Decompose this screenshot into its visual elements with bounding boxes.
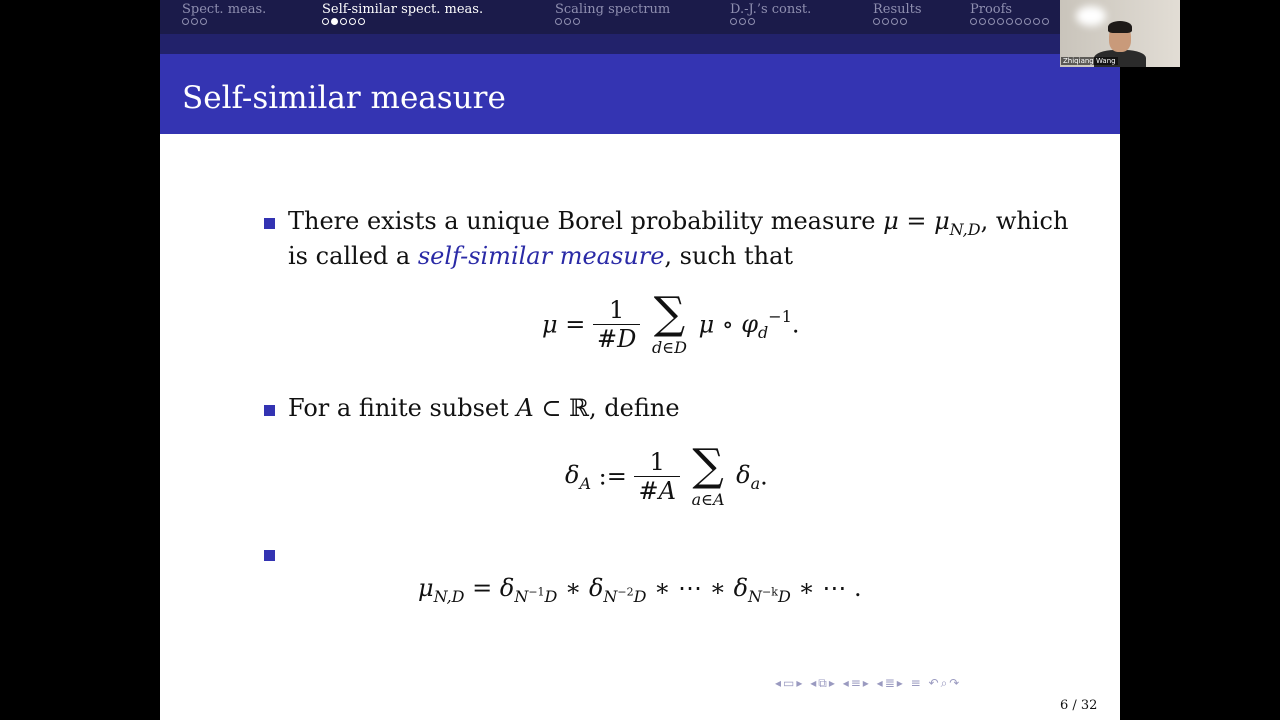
nav-progress-dots — [182, 18, 266, 25]
subsection-icon[interactable]: ≡ — [850, 676, 863, 690]
participant-video-thumbnail[interactable] — [1060, 0, 1180, 67]
back-icon[interactable]: ↶ — [928, 676, 941, 690]
nav-section-proofs[interactable] — [970, 2, 1049, 25]
frame-title-bar — [160, 54, 1120, 134]
nav-section-label: Results — [873, 2, 922, 17]
beamer-navigation-controls — [775, 676, 961, 691]
frame-icon[interactable]: ⧉ — [818, 676, 829, 690]
prev-frame-icon[interactable]: ◂ — [810, 676, 819, 690]
bullet-2-line-1: For a finite subset A ⊂ ℝ, define — [288, 394, 680, 422]
nav-section-label: Self-similar spect. meas. — [322, 2, 484, 17]
nav-progress-dots — [555, 18, 670, 25]
prev-section-icon[interactable]: ◂ — [876, 676, 885, 690]
nav-section-spect-meas[interactable] — [182, 2, 266, 25]
forward-icon[interactable]: ↷ — [949, 676, 962, 690]
bullet-2-suffix: , define — [589, 394, 680, 422]
bullet-1-suffix: , which — [980, 207, 1069, 235]
bullet-1-text: There exists a unique Borel probability measure — [288, 207, 884, 235]
bullet-2-text: For a finite subset — [288, 394, 517, 422]
nav-section-self-similar-spect-meas[interactable] — [322, 2, 483, 25]
math-mu-nd: μ — [883, 207, 899, 235]
document-icon[interactable]: ≡ — [910, 676, 923, 690]
section-navigation-bar — [160, 0, 1120, 34]
equation-infinite-convolution: $\mu_{N,D} = \delta_{N^{-1}D}$ ∗ $\delta_{N^{-2}D}$ ∗ ⋯ ∗ $\delta_{N^{-k}D}$ ∗ ⋯ . — [418, 574, 862, 606]
equation-self-similar-measure: μ = $\frac{1}{\#D}$ ∑ d∈D μ ∘ $\varphi_d^{-1}$. — [542, 288, 800, 357]
nav-section-label: Proofs — [970, 2, 1013, 17]
prev-slide-icon[interactable]: ◂ — [775, 676, 784, 690]
nav-section-label: Spect. meas. — [182, 2, 267, 17]
page-number: 6 / 32 — [1060, 698, 1098, 713]
section-icon[interactable]: ≣ — [884, 676, 897, 690]
bullet-marker — [264, 550, 275, 561]
nav-progress-dots — [322, 18, 483, 25]
nav-section-results[interactable] — [873, 2, 922, 25]
nav-progress-dots — [873, 18, 922, 25]
bullet-marker — [264, 218, 275, 229]
nav-section-dj-const[interactable] — [730, 2, 811, 25]
slide-icon[interactable]: ▭ — [783, 676, 797, 690]
bullet-1-line-1: There exists a unique Borel probability measure $\mu = \mu_{N,D}$, which — [288, 207, 1069, 239]
next-subsection-icon[interactable]: ▸ — [862, 676, 871, 690]
slide-title: Self-similar measure — [182, 80, 506, 116]
bullet-1-line-2-prefix: is called a — [288, 242, 418, 270]
bullet-marker — [264, 405, 275, 416]
nav-section-scaling-spectrum[interactable] — [555, 2, 670, 25]
nav-section-label: D.-J.’s const. — [730, 2, 812, 17]
bullet-1-line-2-suffix: , such that — [664, 242, 794, 270]
equation-delta-a: $\delta_A$ := $\frac{1}{\#A}$ ∑ a∈A $\delta_a$. — [565, 440, 768, 509]
next-slide-icon[interactable]: ▸ — [796, 676, 805, 690]
navigation-subbar — [160, 34, 1120, 54]
participant-name: Zhiqiang Wang — [1063, 57, 1116, 65]
nav-progress-dots — [970, 18, 1049, 25]
self-similar-measure-term: self-similar measure — [417, 242, 665, 270]
next-frame-icon[interactable]: ▸ — [828, 676, 837, 690]
bullet-1-line-2 — [288, 242, 793, 270]
nav-progress-dots — [730, 18, 811, 25]
search-icon[interactable]: ⌕ — [940, 676, 950, 690]
prev-subsection-icon[interactable]: ◂ — [842, 676, 851, 690]
presentation-slide — [160, 0, 1120, 720]
next-section-icon[interactable]: ▸ — [896, 676, 905, 690]
nav-section-label: Scaling spectrum — [555, 2, 671, 17]
